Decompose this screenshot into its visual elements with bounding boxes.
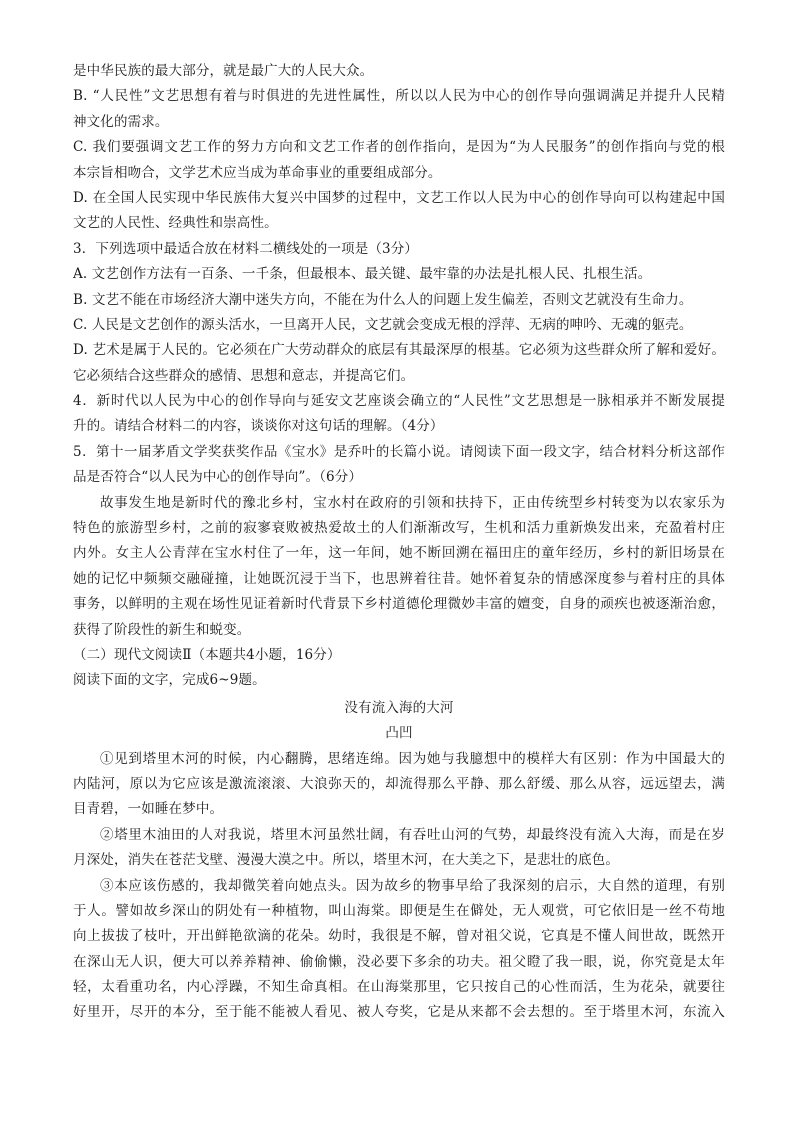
text-line: 本宗旨相吻合，文学艺术应当成为革命事业的重要组成部分。 xyxy=(73,164,442,181)
paragraph-1: ①见到塔里木河的时候，内心翻腾，思绪连绵。因为她与我臆想中的模样大有区别：作为中国最大的 xyxy=(100,750,725,767)
excerpt-paragraph: 故事发生地是新时代的豫北乡村，宝水村在政府的引领和扶持下，正由传统型乡村转变为以农家乐为 xyxy=(100,494,725,511)
text-line: 于人。譬如故乡深山的阴处有一种植物，叫山海棠。即便是生在僻处，无人观赏，可它依旧是一丝不苟地 xyxy=(73,902,725,919)
section-heading: （二）现代文阅读Ⅱ（本题共4小题，16分） xyxy=(73,646,341,663)
question-3-option-c: C. 人民是文艺创作的源头活水，一旦离开人民，文艺就会变成无根的浮萍、无病的呻吟、无魂的躯壳。 xyxy=(73,316,693,333)
text-line: 在深山无人识，便大可以养养精神、偷偷懒，没必要下多余的功夫。祖父瞪了我一眼，说，你究竟是太年 xyxy=(73,953,725,970)
reading-instruction: 阅读下面的文字，完成6~9题。 xyxy=(73,672,266,689)
text-line: 事务，以鲜明的主观在场性见证着新时代背景下乡村道德伦理微妙丰富的嬗变，自身的顽疾也被逐渐治愈， xyxy=(73,596,725,613)
text-line: 特色的旅游型乡村，之前的寂寥衰败被热爱故土的人们渐渐改写，生机和活力重新焕发出来，充盈着村庄 xyxy=(73,520,725,537)
text-line: 升的。请结合材料二的内容，谈谈你对这句话的理解。（4分） xyxy=(73,418,444,435)
text-line: 内陆河，原以为它应该是激流滚滚、大浪弥天的，却流得那么平静、那么舒缓、那么从容，远远望去，满 xyxy=(73,775,725,792)
text-line: 她的记忆中频频交融碰撞，让她既沉浸于当下，也思辨着往昔。她怀着复杂的情感深度参与着村庄的具体 xyxy=(73,570,725,587)
text-line: 是中华民族的最大部分，就是最广大的人民大众。 xyxy=(73,63,374,79)
paragraph-2: ②塔里木油田的人对我说，塔里木河虽然壮阔，有吞吐山河的气势，却最终没有流入大海，而是在岁 xyxy=(100,826,725,843)
text-line: 向上拔拔了枝叶，开出鲜艳欲滴的花朵。幼时，我很是不解，曾对祖父说，它真是不懂人间世故，既然开 xyxy=(73,928,725,945)
document-page xyxy=(73,59,725,1026)
question-3-option-a: A. 文艺创作方法有一百条、一千条，但最根本、最关键、最牢靠的办法是扎根人民、扎根生活。 xyxy=(73,266,652,283)
text-line: 它必须结合这些群众的感情、思想和意志，并提高它们。 xyxy=(73,367,415,384)
text-line: 获得了阶段性的新生和蜕变。 xyxy=(73,621,251,638)
text-line: 品是否符合“以人民为中心的创作导向”。（6分） xyxy=(73,469,363,486)
text-line: 目青碧，一如睡在梦中。 xyxy=(73,801,224,818)
text-line: 神文化的需求。 xyxy=(73,113,169,130)
option-b-line: B. “人民性”文艺思想有着与时俱进的先进性属性，所以以人民为中心的创作导向强调满足并提升人民精 xyxy=(73,88,725,105)
question-3-option-d: D. 艺术是属于人民的。它必须在广大劳动群众的底层有其最深厚的根基。它必须为这些群众所了解和爱好。 xyxy=(73,342,725,359)
paragraph-3: ③本应该伤感的，我却微笑着向她点头。因为故乡的物事早给了我深刻的启示，大自然的道理，有别 xyxy=(100,877,725,894)
option-d-line: D. 在全国人民实现中华民族伟大复兴中国梦的过程中，文艺工作以人民为中心的创作导向可以构建起中国 xyxy=(73,189,725,206)
article-author: 凸凹 xyxy=(385,725,413,742)
article-title: 没有流入海的大河 xyxy=(344,699,454,716)
text-line: 月深处，消失在苍茫戈壁、漫漫大漠之中。所以，塔里木河，在大美之下，是悲壮的底色。 xyxy=(73,852,619,869)
question-4: 4．新时代以人民为中心的创作导向与延安文艺座谈会确立的“人民性”文艺思想是一脉相承并不断发展提 xyxy=(73,393,725,410)
text-line: 轻，太看重功名，内心浮躁，不知生命真相。在山海棠那里，它只按自己的心性而活，生为花朵，就要往 xyxy=(73,979,725,996)
question-5: 5．第十一届茅盾文学奖获奖作品《宝水》是乔叶的长篇小说。请阅读下面一段文字，结合材料分析这部作 xyxy=(73,443,725,460)
text-line: 好里开，尽开的本分，至于能不能被人看见、被人夸奖，它是从来都不会去想的。至于塔里木河，东流入 xyxy=(73,1004,725,1021)
question-3: 3．下列选项中最适合放在材料二横线处的一项是（3分） xyxy=(73,240,419,257)
text-line: 内外。女主人公青萍在宝水村住了一年，这一年间，她不断回溯在福田庄的童年经历，乡村的新旧场景在 xyxy=(73,545,725,562)
option-c-line: C. 我们要强调文艺工作的努力方向和文艺工作者的创作指向，是因为“为人民服务”的创作指向与党的根 xyxy=(73,139,725,156)
text-line: 文艺的人民性、经典性和崇高性。 xyxy=(73,215,278,232)
question-3-option-b: B. 文艺不能在市场经济大潮中迷失方向，不能在为什么人的问题上发生偏差，否则文艺就没有生命力。 xyxy=(73,291,693,308)
